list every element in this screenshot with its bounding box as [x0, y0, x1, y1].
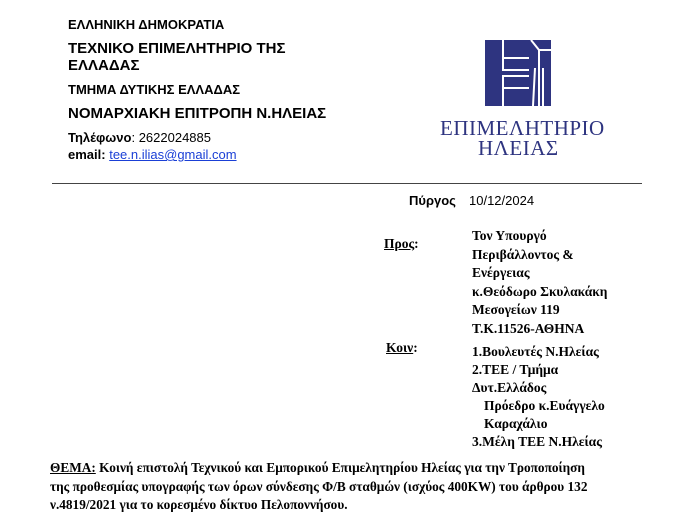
recipient-line: Τον Υπουργό — [472, 228, 547, 243]
header-line: ΤΜΗΜΑ ΔΥΤΙΚΗΣ ΕΛΛΑΔΑΣ — [68, 82, 241, 97]
logo-text: ΕΠΙΜΕΛΗΤΗΡΙΟ — [440, 116, 605, 140]
recipient-line: Περιβάλλοντος & — [472, 246, 574, 262]
cc-line: Καραχάλιο — [484, 416, 548, 431]
divider — [52, 183, 642, 184]
subject-label: ΘΕΜΑ: — [50, 460, 96, 475]
subject — [50, 459, 587, 515]
cc-label: Κοιν — [386, 340, 414, 355]
subject-line: Κοινή επιστολή Τεχνικού και Εμπορικού Επιμελητηρίου Ηλείας για την Τροποποίηση — [99, 460, 585, 475]
email-link[interactable]: tee.n.ilias@gmail.com — [109, 147, 237, 162]
recipient-line: Μεσογείων 119 — [472, 302, 560, 318]
colon: : — [414, 236, 419, 251]
subject-line: ν.4819/2021 για το κορεσμένο δίκτυο Πελοποννήσου. — [50, 497, 348, 512]
recipient-line: Ενέργειας — [472, 265, 530, 281]
colon: : — [413, 340, 418, 355]
phone-number: : 2622024885 — [131, 130, 211, 145]
to-label: Προς — [384, 236, 415, 251]
logo-icon — [485, 40, 551, 111]
cc-line: 1.Βουλευτές Ν.Ηλείας — [472, 344, 599, 359]
phone-line — [68, 130, 211, 145]
header-line: ΤΕΧΝΙΚΟ ΕΠΙΜΕΛΗΤΗΡΙΟ ΤΗΣ — [68, 40, 286, 57]
recipient-line: κ.Θεόδωρο Σκυλακάκη — [472, 283, 608, 299]
subject-line: της προθεσμίας υπογραφής των όρων σύνδεσης Φ/Β σταθμών (ισχύος 400KW) του άρθρου 132 — [50, 478, 588, 494]
cc-line: 2.ΤΕΕ / Τμήμα — [472, 362, 559, 377]
date: 10/12/2024 — [469, 193, 535, 208]
header-line: ΝΟΜΑΡΧΙΑΚΗ ΕΠΙΤΡΟΠΗ Ν.ΗΛΕΙΑΣ — [68, 105, 327, 122]
cc-line: 3.Μέλη ΤΕΕ Ν.Ηλείας — [472, 434, 602, 449]
email-label: email: — [68, 147, 106, 162]
logo-text: ΗΛΕΙΑΣ — [478, 136, 559, 160]
phone-label: Τηλέφωνο — [68, 130, 132, 145]
cc-line: Πρόεδρο κ.Ευάγγελο — [484, 398, 605, 413]
email-line — [68, 147, 237, 162]
header-line: ΕΛΛΗΝΙΚΗ ΔΗΜΟΚΡΑΤΙΑ — [68, 17, 225, 32]
place: Πύργος — [409, 193, 456, 208]
to-recipients — [472, 227, 607, 339]
header-line: ΕΛΛΑΔΑΣ — [68, 57, 140, 74]
cc-recipients — [472, 343, 605, 451]
cc-line: Δυτ.Ελλάδος — [472, 380, 547, 395]
recipient-line: Τ.Κ.11526-ΑΘΗΝΑ — [472, 320, 585, 336]
